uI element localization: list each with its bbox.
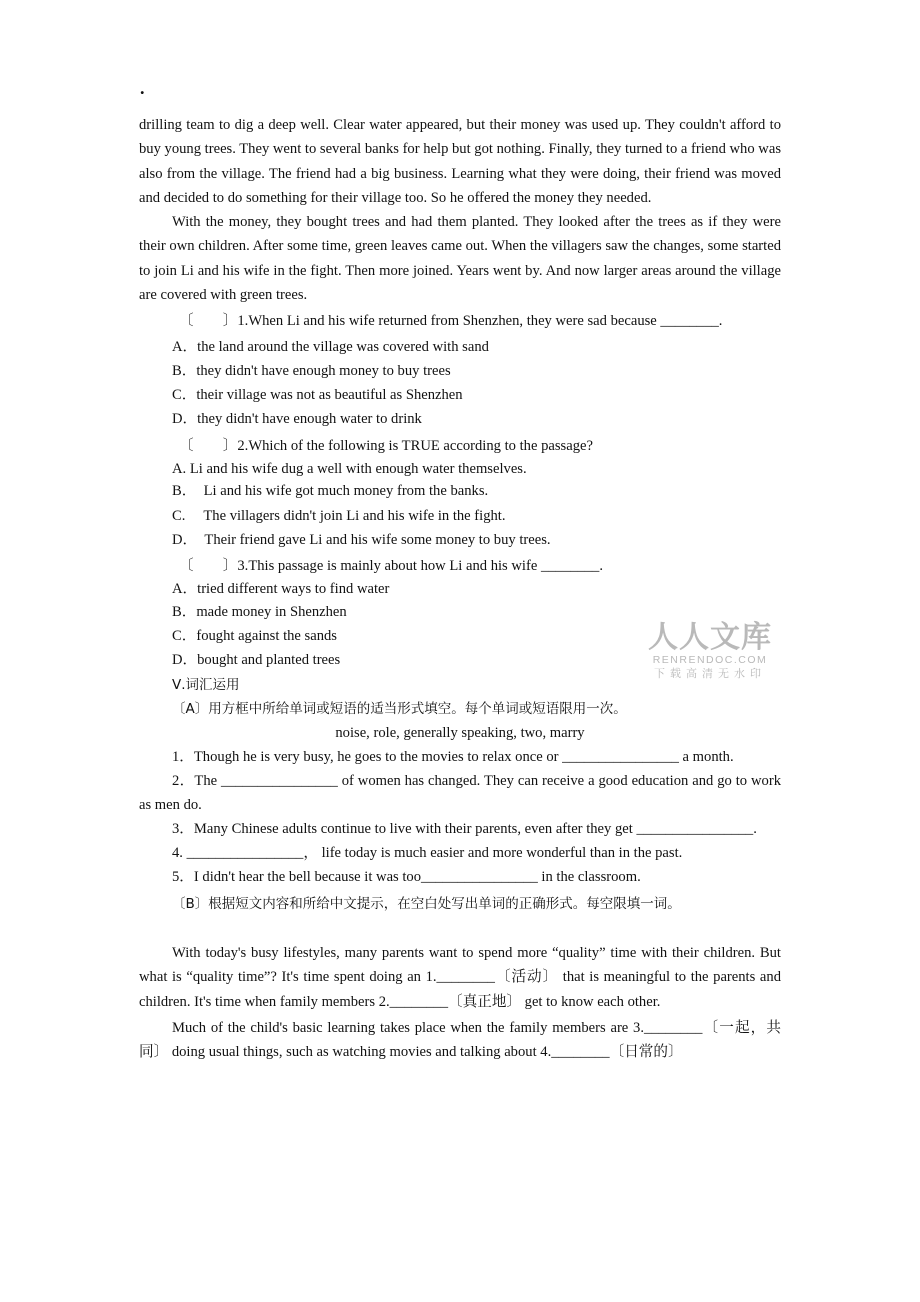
- part-b-paragraph-2: Much of the child's basic learning takes place when the family members are 3.________〔一起，共同〕 doing usual things, such as watching movies and talking about 4.________〔日常的〕: [139, 1020, 781, 1061]
- question-3-option-d: D．bought and planted trees: [172, 651, 341, 668]
- question-3-option-b: B．made money in Shenzhen: [172, 603, 347, 620]
- section-5-heading: Ⅴ.词汇运用: [172, 676, 240, 693]
- fill-item-1: 1．Though he is very busy, he goes to the movies to relax once or ________________ a month.: [172, 748, 734, 765]
- fill-item-2: 2．The ________________ of women has changed. They can receive a good education and go to work as men do.: [139, 773, 781, 814]
- question-1-option-d: D．they didn't have enough water to drink: [172, 410, 422, 427]
- watermark-subtitle: 下载高清无水印: [654, 668, 766, 680]
- part-b-paragraph-1: With today's busy lifestyles, many parents want to spend more “quality” time with their children. But what is “quality time”? It's time spent doing an 1.________〔活动〕 that is meaningful to the parents and children. It's time when family members 2.________〔真正地〕 get to know each other.: [139, 945, 781, 1010]
- passage-paragraph-2: With the money, they bought trees and had them planted. They looked after the trees as if they were their own children. After some time, green leaves came out. When the villagers saw the changes, some started to join Li and his wife in the fight. Then more joined. Years went by. And now larger areas around the village are covered with green trees.: [139, 214, 781, 304]
- question-1-stem: 〔 〕1.When Li and his wife returned from Shenzhen, they were sad because ________.: [179, 313, 723, 330]
- question-2-option-d: D． Their friend gave Li and his wife some money to buy trees.: [172, 531, 551, 548]
- fill-item-3: 3．Many Chinese adults continue to live with their parents, even after they get ________________.: [172, 821, 757, 838]
- question-2-option-b: B． Li and his wife got much money from the banks.: [172, 482, 489, 499]
- part-b-instruction: 〔B〕根据短文内容和所给中文提示，在空白处写出单词的正确形式。每空限填一词。: [172, 896, 681, 913]
- part-a-instruction: 〔A〕用方框中所给单词或短语的适当形式填空。每个单词或短语限用一次。: [172, 700, 627, 717]
- word-box: noise, role, generally speaking, two, marry: [335, 724, 585, 741]
- watermark-title: 人人文库: [648, 621, 772, 654]
- fill-item-5: 5．I didn't hear the bell because it was too________________ in the classroom.: [172, 869, 641, 886]
- question-1-option-a: A．the land around the village was covered with sand: [172, 338, 489, 355]
- question-2-stem: 〔 〕2.Which of the following is TRUE according to the passage?: [179, 437, 593, 454]
- question-2: [139, 434, 781, 551]
- question-3-stem: 〔 〕3.This passage is mainly about how Li and his wife ________.: [179, 557, 603, 574]
- document-body: [139, 113, 781, 1065]
- watermark-logo: [646, 622, 774, 682]
- question-3-option-c: C．fought against the sands: [172, 627, 337, 644]
- question-1-option-c: C．their village was not as beautiful as Shenzhen: [172, 386, 463, 403]
- question-1-option-b: B．they didn't have enough money to buy trees: [172, 362, 451, 379]
- passage-paragraph-1: drilling team to dig a deep well. Clear water appeared, but their money was used up. They couldn't afford to buy young trees. They went to several banks for help but got nothing. Finally, they turned to a friend who was also from the village. The friend had a big business. Learning what they were doing, their friend was moved and decided to do something for their village too. So he offered the money they needed.: [139, 117, 781, 206]
- question-2-option-c: C. The villagers didn't join Li and his wife in the fight.: [172, 507, 506, 524]
- question-2-option-a: A. Li and his wife dug a well with enough water themselves.: [172, 460, 527, 477]
- fill-item-4: 4. ________________， life today is much easier and more wonderful than in the past.: [172, 845, 683, 862]
- page-mark: .: [140, 78, 145, 98]
- question-3-option-a: A．tried different ways to find water: [172, 580, 390, 597]
- watermark-url: RENRENDOC.COM: [652, 654, 768, 666]
- question-1: [139, 310, 781, 431]
